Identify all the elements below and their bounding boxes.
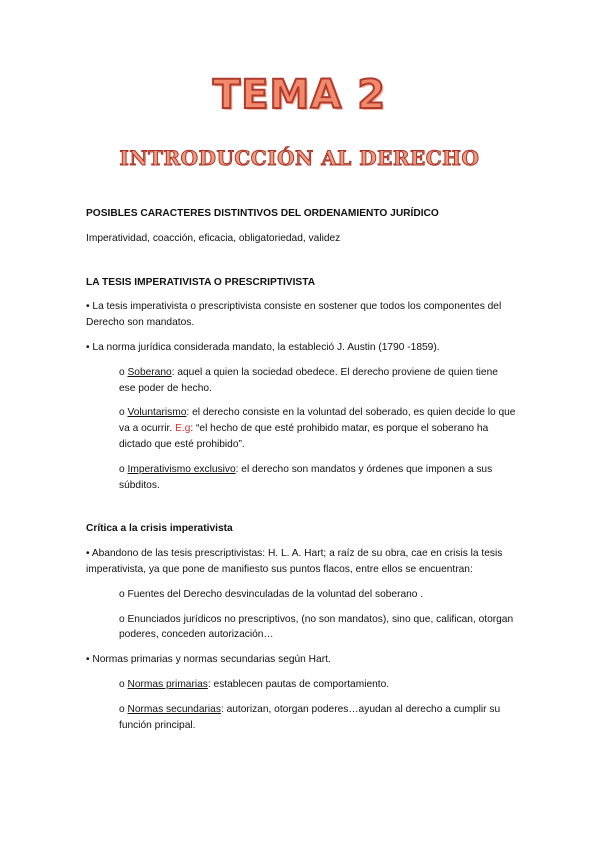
sub-item-normas-secundarias xyxy=(119,702,516,734)
sub-marker: o xyxy=(119,366,128,378)
term-voluntarismo: Voluntarismo xyxy=(127,407,187,419)
bullet-abandono: • Abandono de las tesis prescriptivistas: H. L. A. Hart; a raíz de su obra, cae en crisis la tesis imperativista, ya que pone de manifiesto sus puntos flacos, entre ellos se encuentran: xyxy=(86,548,503,575)
section-heading-tesis: LA TESIS IMPERATIVISTA O PRESCRIPTIVISTA xyxy=(86,276,316,288)
term-soberano: Soberano xyxy=(127,366,172,378)
example-label: E.g xyxy=(175,423,191,435)
sub-text-2: : “el hecho de que esté prohibido matar, es porque el soberano ha dictado que esté prohibido”. xyxy=(119,423,489,450)
sub-marker: o xyxy=(119,678,128,690)
term-normas-primarias: Normas primarias xyxy=(127,678,208,690)
sub-marker: o xyxy=(119,463,128,475)
sub-text: : aquel a quien la sociedad obedece. El derecho proviene de quien tiene ese poder de hecho. xyxy=(119,366,498,394)
sub-text: : el derecho consiste en la voluntad del soberado, es quien decide lo que va a ocurrir. xyxy=(119,407,516,435)
sub-marker: o xyxy=(119,407,128,419)
bullet-normas: • Normas primarias y normas secundarias según Hart. xyxy=(86,654,331,666)
sub-item-voluntarismo xyxy=(119,405,516,452)
term-imperativismo: Imperativismo exclusivo xyxy=(127,463,236,475)
page-subtitle: INTRODUCCIÓN AL DERECHO xyxy=(119,146,480,170)
sub-item-enunciados: o Enunciados jurídicos no prescriptivos, (no son mandatos), sino que, califican, otorgan poderes, conceden autorización… xyxy=(119,613,514,641)
section-heading-caracteres: POSIBLES CARACTERES DISTINTIVOS DEL ORDENAMIENTO JURÍDICO xyxy=(86,208,439,219)
sub-item-soberano xyxy=(119,365,516,397)
sub-item-fuentes: o Fuentes del Derecho desvinculadas de la voluntad del soberano . xyxy=(119,588,424,600)
term-normas-secundarias: Normas secundarias xyxy=(127,703,221,715)
caracteres-list: Imperatividad, coacción, eficacia, obligatoriedad, validez xyxy=(86,232,341,244)
document-body xyxy=(86,206,516,733)
sub-text: : autorizan, otorgan poderes…ayudan al derecho a cumplir su función principal. xyxy=(119,703,501,731)
page-title: TEMA 2 xyxy=(212,72,387,118)
sub-item-imperativismo xyxy=(119,462,516,494)
sub-item-normas-primarias xyxy=(119,677,516,693)
sub-text: : establecen pautas de comportamiento. xyxy=(207,678,390,690)
sub-marker: o xyxy=(119,703,128,715)
bullet-tesis-definicion: • La tesis imperativista o prescriptivista consiste en sostener que todos los componentes del Derecho son mandatos. xyxy=(86,301,502,329)
sub-text: : el derecho son mandatos y órdenes que imponen a sus súbditos. xyxy=(119,463,493,491)
section-heading-critica: Crítica a la crisis imperativista xyxy=(86,523,233,535)
bullet-austin: • La norma jurídica considerada mandato, la estableció J. Austin (1790 -1859). xyxy=(86,341,440,353)
